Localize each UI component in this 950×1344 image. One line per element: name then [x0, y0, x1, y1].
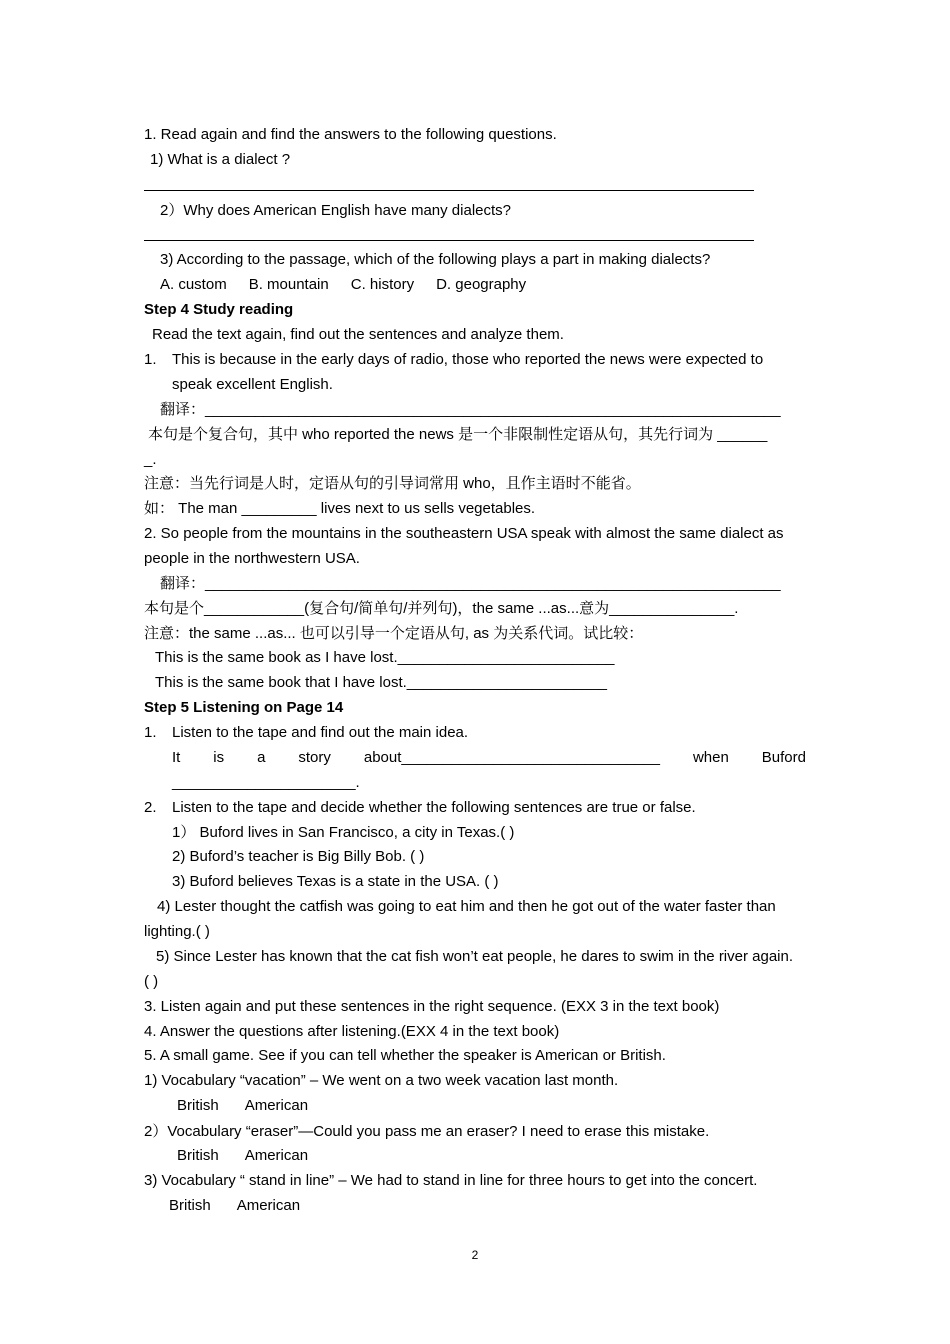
american-option: American — [244, 1097, 309, 1114]
listening-4: 4. Answer the questions after listening.(EXX 4 in the text book) — [144, 1023, 560, 1040]
main-idea-line — [172, 746, 806, 770]
true-false-4: 4) Lester thought the catfish was going to eat him and then he got out of the water faster than — [157, 898, 776, 915]
true-false-5: 5) Since Lester has known that the cat fish won’t eat people, he dares to swim in the river again. — [156, 948, 794, 965]
step-4-instruction: Read the text again, find out the sentences and analyze them. — [152, 326, 564, 343]
listening-5: 5. A small game. See if you can tell whether the speaker is American or British. — [144, 1047, 666, 1064]
story-word: about_______________________________ — [363, 749, 661, 766]
option-d: D. geography — [436, 276, 527, 293]
story-word: is — [213, 749, 225, 766]
vocabulary-2-choices — [177, 1144, 840, 1168]
american-option: American — [236, 1197, 301, 1214]
true-false-3: 3) Buford believes Texas is a state in the USA. ( ) — [172, 873, 499, 890]
true-false-5-cont: ( ) — [144, 973, 159, 990]
story-word: when — [692, 749, 729, 766]
vocabulary-3: 3) Vocabulary “ stand in line” – We had to stand in line for three hours to get into the concert. — [144, 1172, 758, 1189]
british-option: British — [177, 1147, 219, 1164]
grammar-note-3: 本句是个____________(复合句/简单句/并列句)，the same ...as...意为_______________. — [144, 600, 739, 617]
question-1-heading: 1. Read again and find the answers to the following questions. — [144, 126, 557, 143]
multiple-choice-options — [160, 273, 823, 297]
british-option: British — [169, 1197, 211, 1214]
grammar-note-1-cont: _. — [144, 451, 157, 468]
listening-1-number: 1. — [144, 724, 157, 741]
listening-2-number: 2. — [144, 799, 157, 816]
vocabulary-3-choices — [169, 1194, 832, 1218]
vocabulary-1: 1) Vocabulary “vacation” – We went on a two week vacation last month. — [144, 1072, 619, 1089]
question-1-2: 2）Why does American English have many dialects? — [160, 202, 512, 219]
story-word: It — [172, 749, 181, 766]
story-word: story — [298, 749, 331, 766]
grammar-note-1: 本句是个复合句，其中 who reported the news 是一个非限制性定语从句，其先行词为 ______ — [148, 426, 768, 443]
sentence-1-line-2: speak excellent English. — [172, 376, 333, 393]
sentence-1-number: 1. — [144, 351, 157, 368]
listening-3: 3. Listen again and put these sentences in the right sequence. (EXX 3 in the text book) — [144, 998, 720, 1015]
true-false-1: 1） Buford lives in San Francisco, a city in Texas.( ) — [172, 824, 515, 841]
listening-2-instruction: Listen to the tape and decide whether the following sentences are true or false. — [172, 799, 696, 816]
sentence-2-line-2: people in the northwestern USA. — [144, 550, 360, 567]
vocabulary-2: 2）Vocabulary “eraser”—Could you pass me an eraser? I need to erase this mistake. — [144, 1123, 710, 1140]
compare-sentence-2: This is the same book that I have lost.________________________ — [155, 674, 608, 691]
answer-line — [144, 190, 754, 191]
story-word: Buford — [761, 749, 806, 766]
story-word: a — [257, 749, 266, 766]
vocabulary-1-choices — [177, 1094, 840, 1118]
sentence-1-text: This is because in the early days of radio, those who reported the news were expected to — [172, 351, 764, 368]
question-1-3: 3) According to the passage, which of the following plays a part in making dialects? — [160, 251, 711, 268]
translation-blank-2: 翻译：_____________________________________________________________________ — [160, 575, 781, 592]
compare-sentence-1: This is the same book as I have lost.__________________________ — [155, 649, 615, 666]
translation-blank-1: 翻译：_____________________________________________________________________ — [160, 401, 781, 418]
listening-1-instruction: Listen to the tape and find out the main idea. — [172, 724, 469, 741]
step-4-heading: Step 4 Study reading — [144, 301, 294, 318]
step-5-heading: Step 5 Listening on Page 14 — [144, 699, 344, 716]
grammar-note-4: 注意：the same ...as... 也可以引导一个定语从句, as 为关系代词。试比较： — [144, 625, 644, 642]
sentence-2-line-1: 2. So people from the mountains in the southeastern USA speak with almost the same dialect as — [144, 525, 784, 542]
answer-line — [144, 240, 754, 241]
option-b: B. mountain — [248, 276, 329, 293]
question-1-1: 1) What is a dialect ? — [150, 151, 291, 168]
example-sentence: 如： The man _________ lives next to us sells vegetables. — [144, 500, 536, 517]
option-c: C. history — [350, 276, 415, 293]
british-option: British — [177, 1097, 219, 1114]
true-false-4-cont: lighting.( ) — [144, 923, 210, 940]
sentence-1-line-1 — [172, 348, 806, 372]
page-number: 2 — [471, 1248, 479, 1262]
option-a: A. custom — [160, 276, 227, 293]
american-option: American — [244, 1147, 309, 1164]
true-false-2: 2) Buford’s teacher is Big Billy Bob. ( ) — [172, 848, 425, 865]
grammar-note-2: 注意：当先行词是人时，定语从句的引导词常用 who，且作主语时不能省。 — [144, 475, 641, 492]
main-idea-blank: ______________________. — [172, 774, 360, 791]
